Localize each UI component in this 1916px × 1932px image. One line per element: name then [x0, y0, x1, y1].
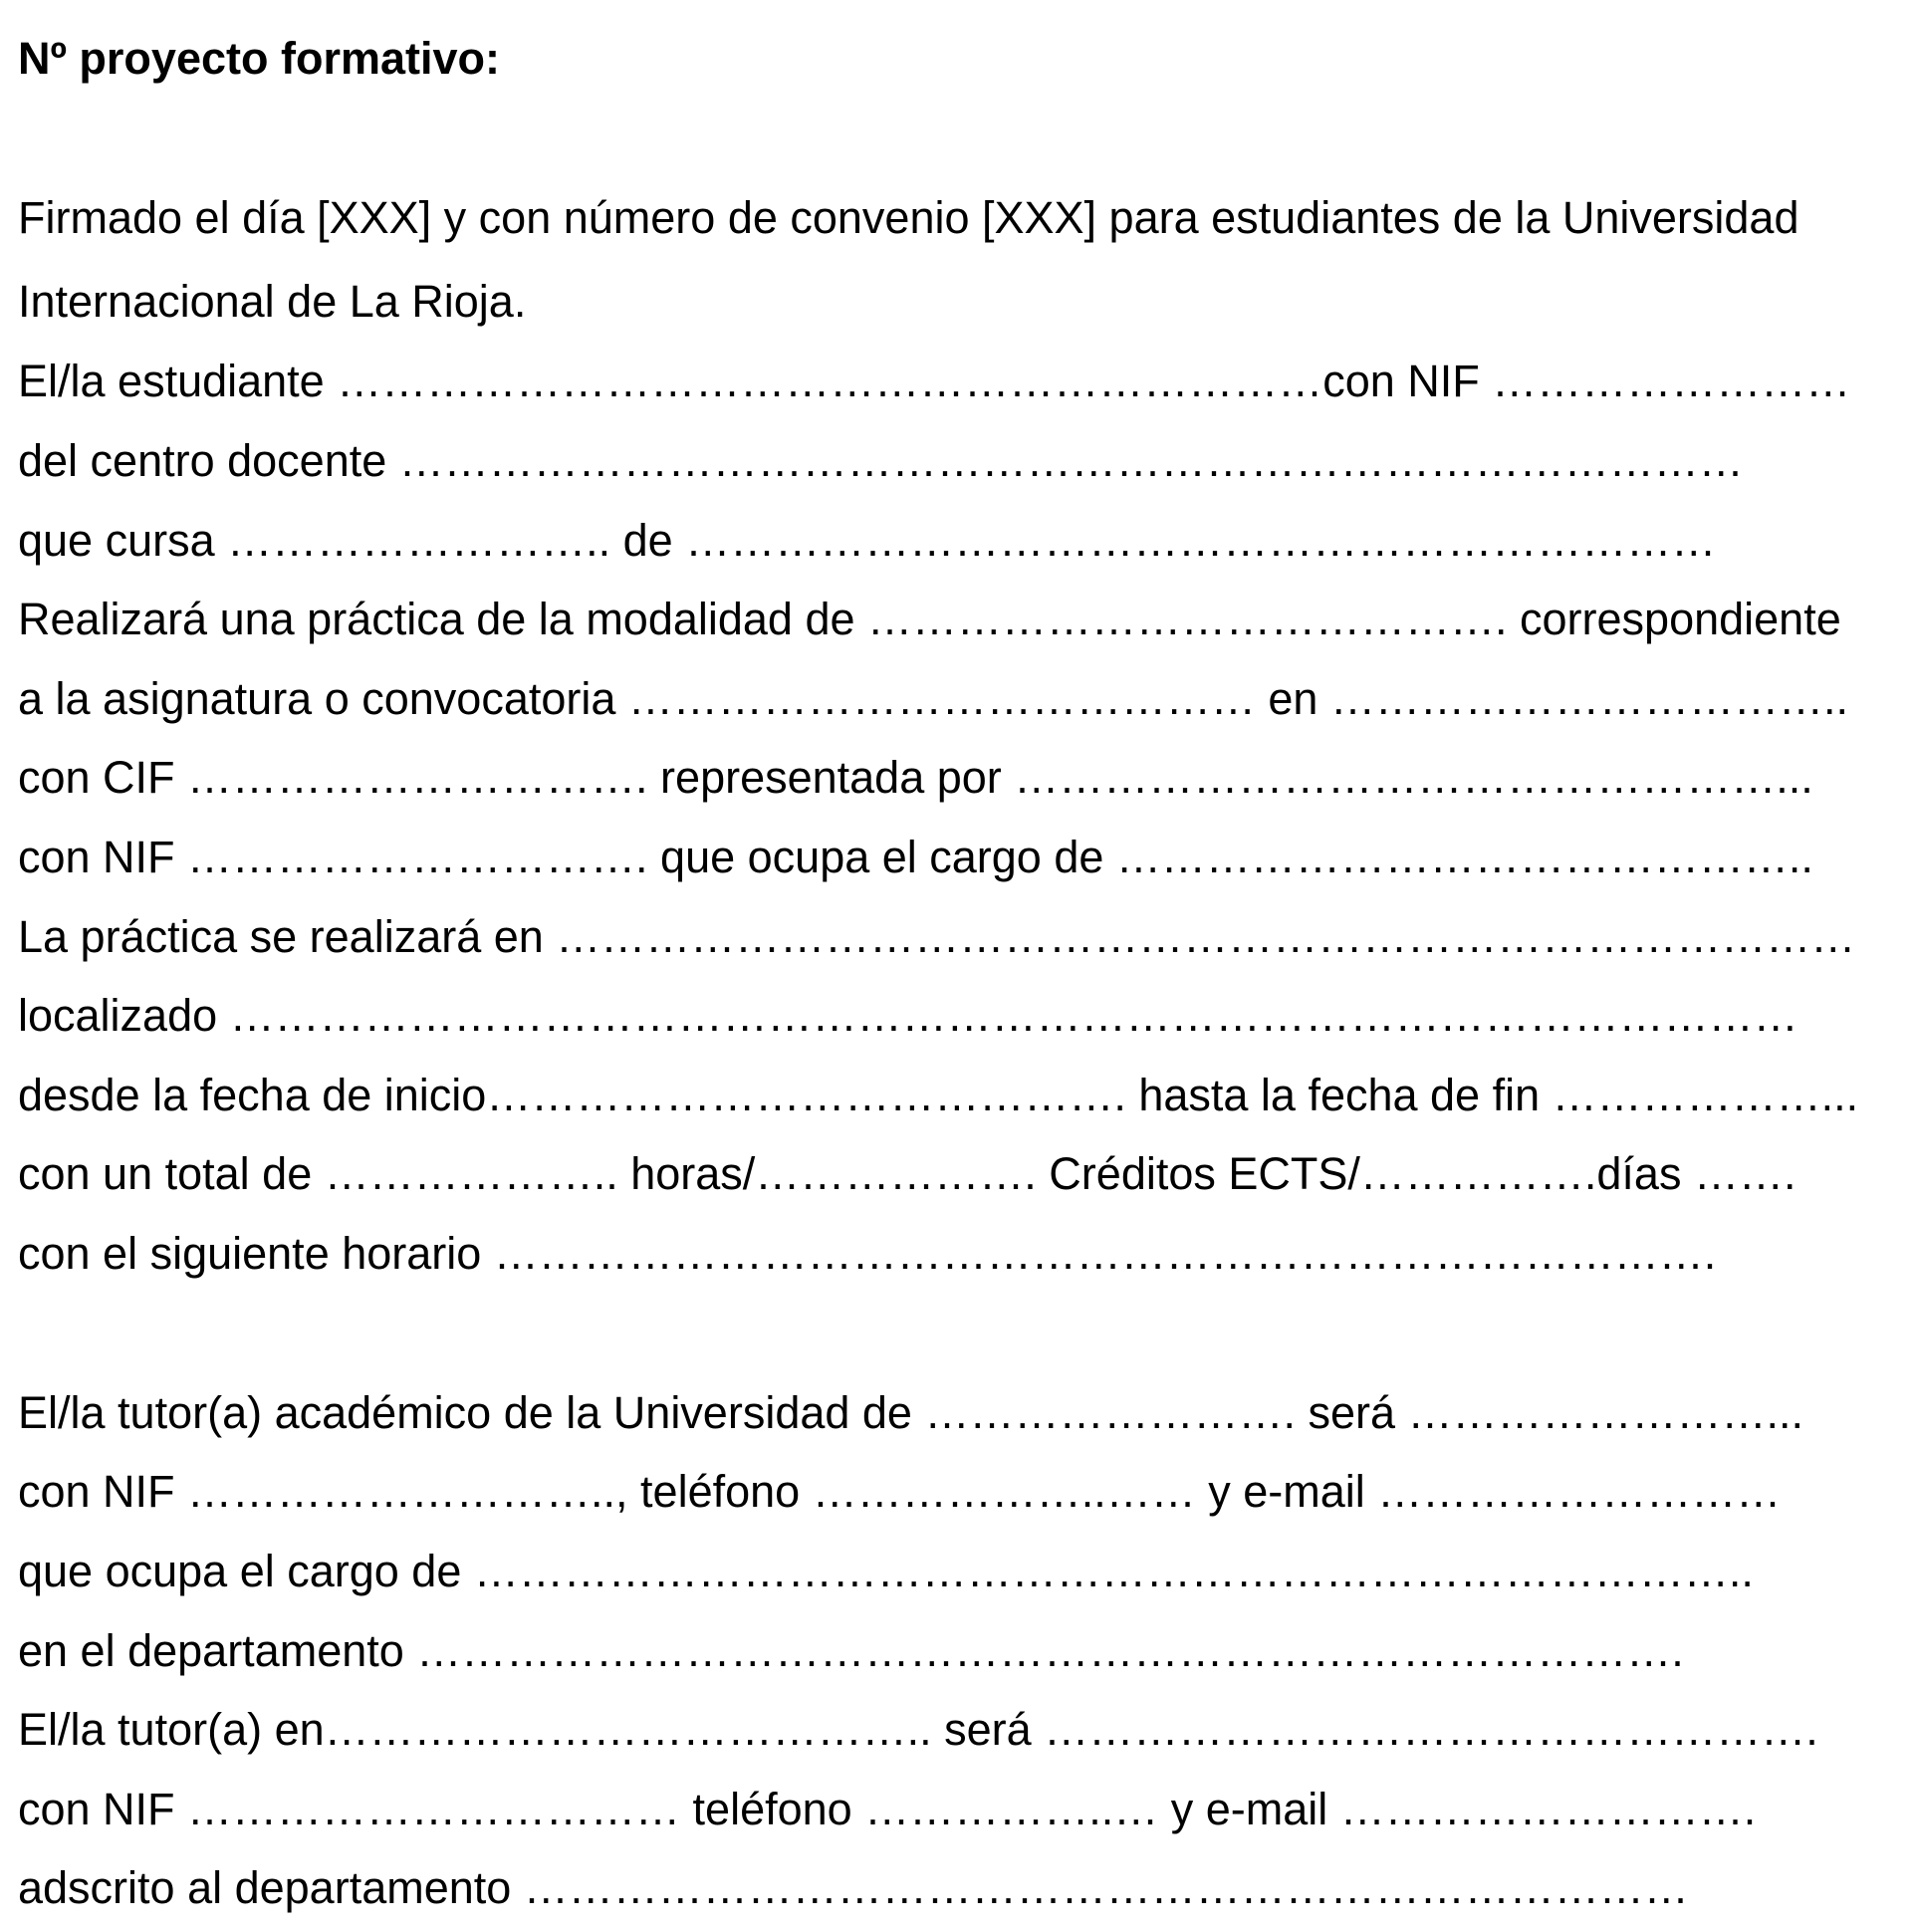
modality-line: Realizará una práctica de la modalidad de ……………………………………. correspondiente	[18, 594, 1841, 644]
academic-tutor-department-line: en el departamento ………………………………………………………………………….	[18, 1625, 1684, 1676]
academic-tutor-position-line: que ocupa el cargo de …………………………………………………………………………..	[18, 1546, 1754, 1596]
student-line: El/la estudiante …………………………………………………………con NIF ……………………	[18, 356, 1851, 406]
located-line: localizado ……………………………………………………………………………………………	[18, 990, 1798, 1041]
subject-line: a la asignatura o convocatoria …………………………………… en ……………………………..	[18, 673, 1848, 724]
course-line: que cursa …………………….. de ……………………………………………………………	[18, 515, 1717, 566]
project-number-heading: Nº proyecto formativo:	[18, 33, 500, 84]
company-cif-line: con CIF …………………………. representada por ……………………………………………...	[18, 752, 1813, 803]
company-tutor-line: El/la tutor(a) en………………………………….. será …………………………………………….	[18, 1704, 1818, 1755]
agreement-line-1: Firmado el día [XXX] y con número de convenio [XXX] para estudiantes de la Universidad	[18, 192, 1799, 243]
school-line: del centro docente ………………………………………………………………………………	[18, 435, 1744, 486]
company-tutor-department-line: adscrito al departamento ……………………………………………………………………	[18, 1862, 1689, 1913]
schedule-line: con el siguiente horario ……………………………………………………………………….	[18, 1228, 1717, 1279]
total-hours-line: con un total de ……………….. horas/………………. Créditos ECTS/…………….días …….	[18, 1148, 1796, 1199]
agreement-line-2: Internacional de La Rioja.	[18, 276, 527, 327]
practice-location-line: La práctica se realizará en ……………………………………………………………………………	[18, 911, 1856, 962]
company-tutor-contact-line: con NIF …………………………… teléfono ……………..… y e-mail ……………………….	[18, 1784, 1757, 1834]
academic-tutor-contact-line: con NIF ……………………….., teléfono ………………..…… y e-mail ………………………	[18, 1466, 1782, 1517]
academic-tutor-line: El/la tutor(a) académico de la Universidad de ……………………. será ……………………...	[18, 1387, 1804, 1438]
representative-nif-line: con NIF …………………………. que ocupa el cargo de ………………………………………..	[18, 832, 1813, 882]
dates-line: desde la fecha de inicio……………………………………. hasta la fecha de fin ………………...	[18, 1070, 1859, 1120]
